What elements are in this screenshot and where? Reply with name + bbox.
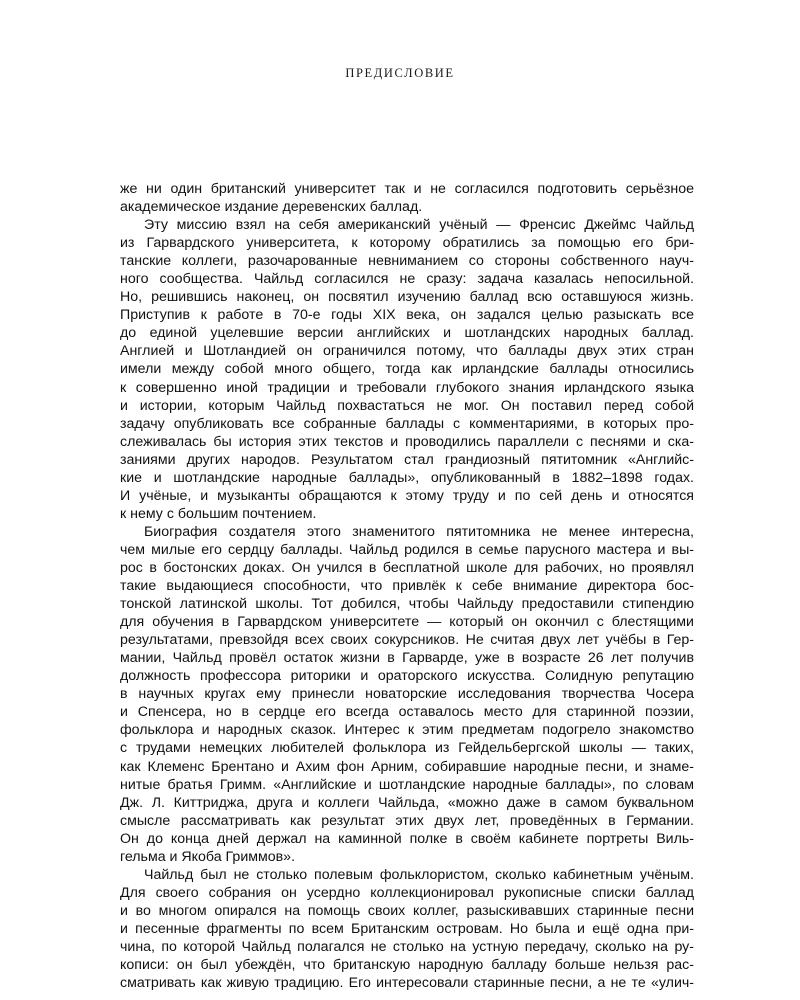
text-line: с трудами немецких любителей фольклора из Гейдельбергской школы — таких,	[120, 740, 694, 757]
text-line: кие и шотландские народные баллады», опубликованный в 1882–1898 годах.	[120, 469, 694, 486]
text-line: Для своего собрания он усердно коллекционировал рукописные списки баллад	[120, 884, 694, 901]
text-line: тонской латинской школы. Тот добился, чтобы Чайльду предоставили стипендию	[120, 596, 694, 613]
text-line: Эту миссию взял на себя американский учёный — Френсис Джеймс Чайльд	[144, 217, 694, 234]
text-line: до единой уцелевшие версии английских и шотландских народных баллад.	[120, 325, 694, 342]
text-line: танские коллеги, разочарованные невниманием со стороны собственного науч-	[120, 253, 694, 270]
text-line: к совершенно иной традиции и требовали глубокого знания ирландского языка	[120, 379, 694, 396]
text-line: задачу опубликовать все собранные баллады с комментариями, в которых про-	[120, 415, 694, 432]
text-line: должность профессора риторики и ораторского искусства. Солидную репутацию	[120, 668, 694, 685]
text-line: Он до конца дней держал на каминной полке в своём кабинете портреты Виль-	[120, 830, 694, 847]
text-line: же ни один британский университет так и не согласился подготовить серьёзное	[120, 181, 694, 197]
text-line: нитые братья Гримм. «Английские и шотландские народные баллады», по словам	[120, 776, 694, 793]
text-line: И учёные, и музыканты обращаются к этому труду и по сей день и относятся	[120, 487, 694, 504]
text-line: из Гарвардского университета, к которому обратились за помощью его бри-	[120, 235, 694, 252]
text-line: и во многом опирался на помощь своих коллег, разыскивавших старинные песни	[120, 902, 694, 919]
paragraph	[120, 216, 694, 523]
paragraph	[120, 180, 694, 216]
paragraph	[120, 866, 694, 992]
text-line: чина, по которой Чайльд полагался не столько на устную передачу, сколько на ру-	[120, 938, 694, 955]
text-line: Дж. Л. Киттриджа, друга и коллеги Чайльда, «можно даже в самом буквальном	[120, 794, 694, 811]
text-line: сматривать как живую традицию. Его интересовали старинные песни, а не те «улич-	[120, 975, 694, 992]
text-line: Англией и Шотландией он ограничился потому, что баллады двух этих стран	[120, 343, 694, 360]
text-line: мании, Чайльд провёл остаток жизни в Гарварде, уже в возрасте 26 лет получив	[120, 650, 694, 667]
text-line: Биография создателя этого знаменитого пятитомника не менее интересна,	[144, 523, 694, 540]
text-line: слеживалась бы история этих текстов и проводились параллели с песнями и ска-	[120, 433, 694, 450]
body-text	[120, 180, 694, 992]
text-line: и истории, которым Чайльд похвастаться не мог. Он поставил перед собой	[120, 397, 694, 414]
text-line: Но, решившись наконец, он посвятил изучению баллад всю оставшуюся жизнь.	[120, 289, 694, 306]
text-line: имели между собой много общего, тогда как ирландские баллады относились	[120, 361, 694, 378]
text-line: чем милые его сердцу баллады. Чайльд родился в семье парусного мастера и вы-	[120, 541, 694, 558]
text-line: результатами, превзойдя всех своих сокурсников. Не считая двух лет учёбы в Гер-	[120, 632, 694, 649]
text-line: фольклора и народных сказок. Интерес к этим предметам подогрело знакомство	[120, 722, 694, 739]
text-line: Чайльд был не столько полевым фольклористом, сколько кабинетным учёным.	[144, 866, 694, 883]
text-line: Приступив к работе в 70-е годы XIX века, он задался целью разыскать все	[120, 307, 694, 324]
paragraph	[120, 523, 694, 866]
text-line: кописи: он был убеждён, что британскую народную балладу больше нельзя рас-	[120, 957, 694, 974]
text-line: ного сообщества. Чайльд согласился не сразу: задача казалась непосильной.	[120, 271, 694, 288]
text-line: заниями других народов. Результатом стал грандиозный пятитомник «Английс-	[120, 451, 694, 468]
text-line: в научных кругах ему принесли новаторские исследования творчества Чосера	[120, 686, 694, 703]
text-line: такие выдающиеся способности, что привлёк к себе внимание директора бос-	[120, 578, 694, 595]
text-line: к нему с большим почтением.	[120, 505, 317, 522]
text-line: для обучения в Гарвардском университете — который он окончил с блестящими	[120, 614, 694, 631]
running-header: ПРЕДИСЛОВИЕ	[345, 66, 455, 80]
text-line: и песенные фрагменты по всем Британским островам. Но была и ещё одна при-	[120, 920, 694, 937]
text-line: как Клеменс Брентано и Ахим фон Арним, собиравшие народные песни, и знаме-	[120, 758, 694, 775]
text-line: академическое издание деревенских баллад.	[120, 199, 423, 216]
text-line: смысле рассматривать как результат этих двух лет, проведённых в Германии.	[120, 812, 694, 829]
text-line: и Спенсера, но в сердце его всегда оставалось место для старинной поэзии,	[120, 704, 694, 721]
text-line: рос в бостонских доках. Он учился в бесплатной школе для рабочих, но проявлял	[120, 559, 694, 576]
text-line: гельма и Якоба Гриммов».	[120, 848, 296, 865]
